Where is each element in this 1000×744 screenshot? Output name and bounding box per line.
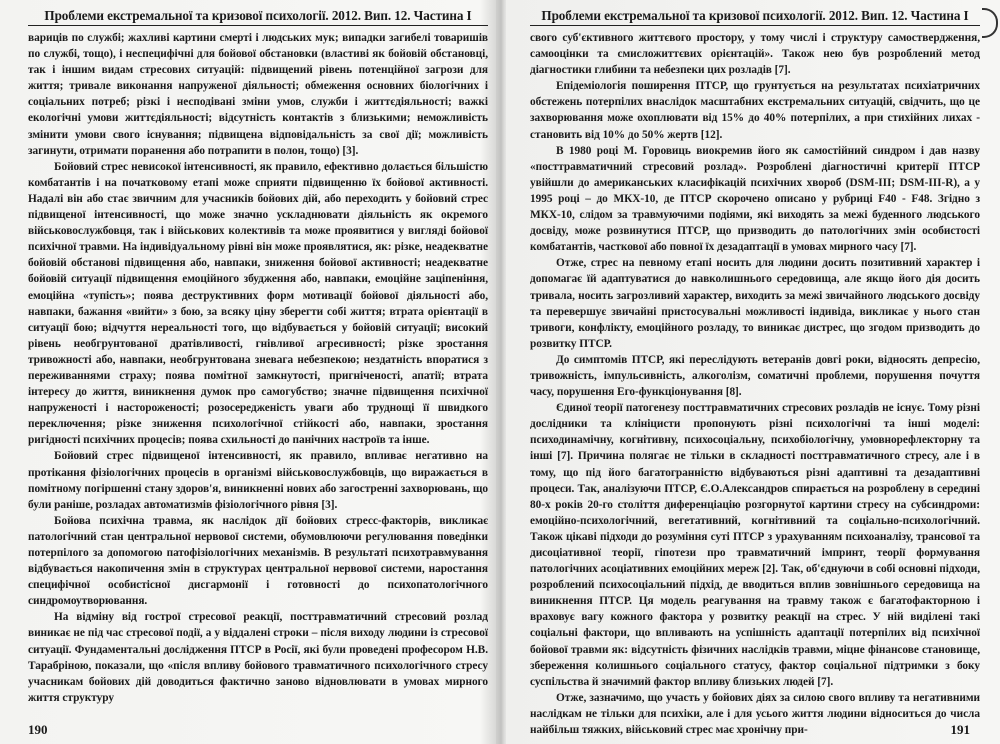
body-text [530, 30, 980, 738]
paragraph: вариців по службі; жахливі картини смерті і людських мук; випадки загибелі товаришів по службі, тощо), і неспецифічні для бойової обстановки (властиві як бойовій обстановці, так і іншим видам стресових ситуацій: підвищений рівень потенційної загрози для життя; тривале виконання напруженої діяльності; обмеження основних біологічних і соціальних потреб; різкі і несподівані зміни умов, служби і життєдіяльності; важкі екологічні умови життєдіяльності; відсутність контактів з близькими; неможливість змінити умови свого існування; підвищена відповідальність за свої дії; можливість загинути, отримати поранення або потрапити в полон, тощо) [3]. [28, 32, 488, 157]
paragraph: На відміну від гострої стресової реакції, посттравматичний стресовий розлад виникає не під час стресової події, а у віддалені строки – після виходу людини із стресової ситуації. Фундаментальні дослідження ПТСР в Росії, які були проведені професором Н.В. Тарабріною, показали, що «після впливу бойового травматичного психологічного стресу учасникам бойових дій доводиться фактично заново відновлювати в умовах мирного життя структуру [28, 611, 488, 704]
page-number: 191 [950, 722, 970, 737]
paragraph: Бойовий стрес невисокої інтенсивності, як правило, ефективно долається більшістю комбатантів і на початковому етапі може сприяти підвищенню їх бойової активності. Надалі він або стає звичним для учасників бойових дій, або переходить у бойовий стрес підвищеної інтенсивності, що може значно ускладнювати діяльність як окремого військовослужбовця, так і військових колективів та може проявитися у вигляді бойової психічної травми. На індивідуальному рівні він може проявлятися, як: різке, неадекватне бойовій обстанові підвищення або, навпаки, зниження бойової активності; неадекватне бойовій ситуації підвищення емоційного збудження або, навпаки, емоційне заціпеніння, емоційна «тупість»; поява деструктивних форм мотивації бойової діяльності або, навпаки, бажання «вийти» з бою, за всяку ціну зберегти собі життя; втрата орієнтації в ситуації бою; відчуття нереальності того, що відбувається у бойовій ситуації; високий рівень необгрунтованої дратівливості, гнівливої агресивності; різке зростання тривожності або, навпаки, необгрунтована зневага небезпекою; нездатність впоратися з переживаннями страху; поява помітної замкнутості, пригніченості, апатії; втрата інтересу до життя, виникнення думок про самогубство; значне підвищення психічної напруженості і настороженості; розосередженість уваги або труднощі її швидкого переключення; різке зниження психологічної стійкості або, навпаки, зростання ригідності психічних процесів; поява схильності до панічних настроїв та інше. [28, 160, 488, 447]
paragraph: Бойова психічна травма, як наслідок дії бойових стресс-факторів, викликає патологічний стан центральної нервової системи, обумовлюючи регулювання поведінки потерпілого за допомогою патофізіологічних механізмів. В результаті психотравмування відбувається накопичення змін в структурах центральної нервової системи, наростання специфічної особистісної дисгармонії і готовності до психопатологічного синдромоутворювання. [28, 514, 488, 608]
paragraph: Єдиної теорії патогенезу посттравматичних стресових розладів не існує. Тому різні дослідники та клініцисти пропонують різні психологічні та інші моделі: психодинамічну, когнітивну, психосоціальну, психобіологічну, умовнорефлекторну та інші [7]. Причина полягає не тільки в складності посттравматичного стресу, але і в тому, що під його багатогранністю відбуваються різні адаптивні та дезадаптивні процеси. Так, аналізуючи ПТСР, Є.О.Александров спирається на розроблену в середині 80-х років 20-го століття диференціацію розгорнутої картини стресу на субсиндроми: емоційно-психологічний, вегетативний, когнітивний та соціально-психологічний. Також цікаві підходи до розуміння суті ПТСР з урахуванням психоаналізу, трансової та дисоціативної теорії, гіпотези про травматичний імпринт, теорії формування патологічних асоціативних емоційних мереж [2]. Так, об'єднуючи в собі основні підходи, розроблений психосоціальний підхід, де вводиться вплив зовнішнього середовища на виникнення ПТСР. Ця модель реагування на травму також є багатофакторною і враховує вагу кожного фактора у розвитку реакції на стрес. У ній виділені такі соціальні фактори, що впливають на успішність адаптації потерпілих від психічної бойової травми як: відсутність фізичних наслідків травми, міцне фінансове становище, збереження колишнього соціального статусу, фактор соціальної підтримки з боку суспільства й значимий фактор впливу близьких людей [7]. [530, 402, 980, 688]
paragraph: В 1980 році М. Горовиць виокремив його як самостійний синдром і дав назву «посттравматичний стресовий розлад». Розроблені діагностичні критерії ПТСР увійшли до американських класифікацій психічних хвороб (DSM-III; DSM-III-R), а у 1995 році – до МКХ-10, де ПТСР скорочено описано у рубриці F40 - F48. Згідно з МКХ-10, слідом за травмуючими подіями, які виходять за межі буденного людського досвіду, може розвинутися ПТСР, що призводить до патологічних змін особистості комбатантів, часткової або повної їх дезадаптації в умовах мирного часу [7]. [530, 144, 980, 254]
running-head: Проблеми екстремальної та кризової психології. 2012. Вип. 12. Частина І [28, 8, 488, 26]
running-head: Проблеми екстремальної та кризової психології. 2012. Вип. 12. Частина І [530, 8, 980, 26]
paragraph: Бойовий стрес підвищеної інтенсивності, як правило, впливає негативно на протікання фізіологічних процесів в організмі військовослужбовців, що виражається в помітному погіршенні стану здоров'я, виникненні нових або загостренні захворювань, що були раніше, розладах автоматизмів фізіологічного рівня [3]. [28, 450, 488, 511]
left-page [0, 0, 498, 744]
page-number: 190 [28, 722, 48, 737]
paragraph: Отже, зазначимо, що участь у бойових діях за силою свого впливу та негативними наслідкам не тільки для психіки, але і для усього життя людини відноситься до числа найбільш тяжких, військовий стрес має хронічну при- [530, 691, 980, 737]
paragraph: свого суб'єктивного життєвого простору, у тому числі і структуру самоствердження, самооцінки та смисложиттєвих орієнтацій». Також нею був розроблений метод діагностики глибини та небезпеки цих розладів [7]. [530, 32, 980, 77]
body-text [28, 30, 488, 706]
paragraph: Епідеміологія поширення ПТСР, що грунтується на результатах психіатричних обстежень потерпілих внаслідок масштабних екстремальних ситуацій, свідчить, що це захворювання може охоплювати від 15% до 40% потерпілих, а при стихійних лихах - становить від 10% до 50% жертв [12]. [530, 80, 980, 141]
right-page [506, 0, 1000, 744]
book-gutter [496, 0, 506, 744]
paragraph: Отже, стрес на певному етапі носить для людини досить позитивний характер і допомагає їй адаптуватися до навколишнього середовища, але якщо його дія досить тривала, носить загрозливий характер, виходить за межі звичайного людського досвіду та перевершує звичайні пристосувальні можливості індивіда, викликає у нього стан тривоги, конфлікту, емоційного розладу, то виникає дистрес, що згодом призводить до розвитку ПТСР. [530, 257, 980, 350]
paragraph: До симптомів ПТСР, які переслідують ветеранів довгі роки, відносять депресію, тривожність, імпульсивність, алкоголізм, соматичні проблеми, порушення почуття часу, порушення Его-функціонування [8]. [530, 353, 980, 399]
